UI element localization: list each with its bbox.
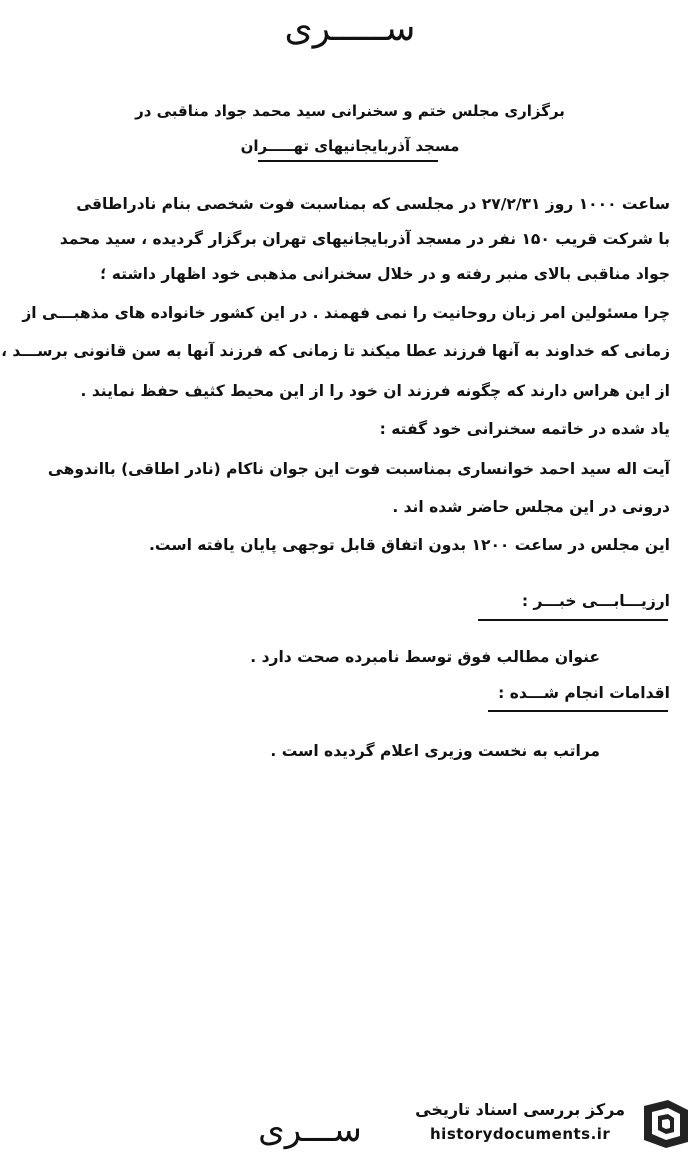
quote-line-2: درونی در این مجلس حاضر شده اند . — [392, 498, 670, 516]
body-line-2: با شرکت قریب ۱۵۰ نفر در مسجد آذربایجانیهای تهران برگزار گردیده ، سید محمد — [59, 230, 670, 248]
classification-footer: ســـری — [258, 1110, 362, 1150]
actions-label: اقدامات انجام شـــده : — [498, 684, 670, 702]
end-line: این مجلس در ساعت ۱۲۰۰ بدون اتفاق قابل توجهی پایان یافته است. — [149, 536, 670, 554]
closing-label: یاد شده در خاتمه سخنرانی خود گفته : — [379, 420, 670, 438]
body-line-3: جواد مناقبی بالای منبر رفته و در خلال سخنرانی مذهبی خود اظهار داشته ؛ — [100, 265, 670, 283]
logo-text-english: historydocuments.ir — [430, 1125, 611, 1143]
actions-text: مراتب به نخست وزیری اعلام گردیده است . — [270, 742, 600, 760]
body-line-6: از این هراس دارند که چگونه فرزند ان خود را از این محیط کثیف حفظ نمایند . — [80, 382, 670, 400]
title-line-2: مسجد آذربایجانیهای تهـــــران — [240, 137, 460, 155]
archive-logo-icon — [638, 1096, 694, 1152]
body-line-1: ساعت ۱۰۰۰ روز ۲۷/۲/۳۱ در مجلسی که بمناسبت فوت شخصی بنام نادراطاقی — [76, 195, 670, 213]
title-line-1: برگزاری مجلس ختم و سخنرانی سید محمد جواد مناقبی در — [135, 102, 565, 120]
evaluation-label: ارزیـــابـــی خبـــر : — [521, 592, 670, 610]
body-line-4: چرا مسئولین امر زبان روحانیت را نمی فهمند . در این کشور خانواده های مذهبـــی از — [22, 304, 670, 322]
evaluation-underline — [478, 619, 668, 621]
actions-underline — [488, 710, 668, 712]
title-underline — [258, 160, 438, 162]
body-line-5: زمانی که خداوند به آنها فرزند عطا میکند تا زمانی که فرزند آنها به سن قانونی برســـد ، — [1, 342, 670, 360]
logo-text-persian: مرکز بررسی اسناد تاریخی — [415, 1100, 625, 1119]
classification-header: ســـــری — [284, 8, 416, 49]
quote-line-1: آیت اله سید احمد خوانساری بمناسبت فوت این جوان ناکام (نادر اطاقی) بااندوهی — [47, 460, 670, 478]
evaluation-text: عنوان مطالب فوق توسط نامبرده صحت دارد . — [250, 648, 600, 666]
